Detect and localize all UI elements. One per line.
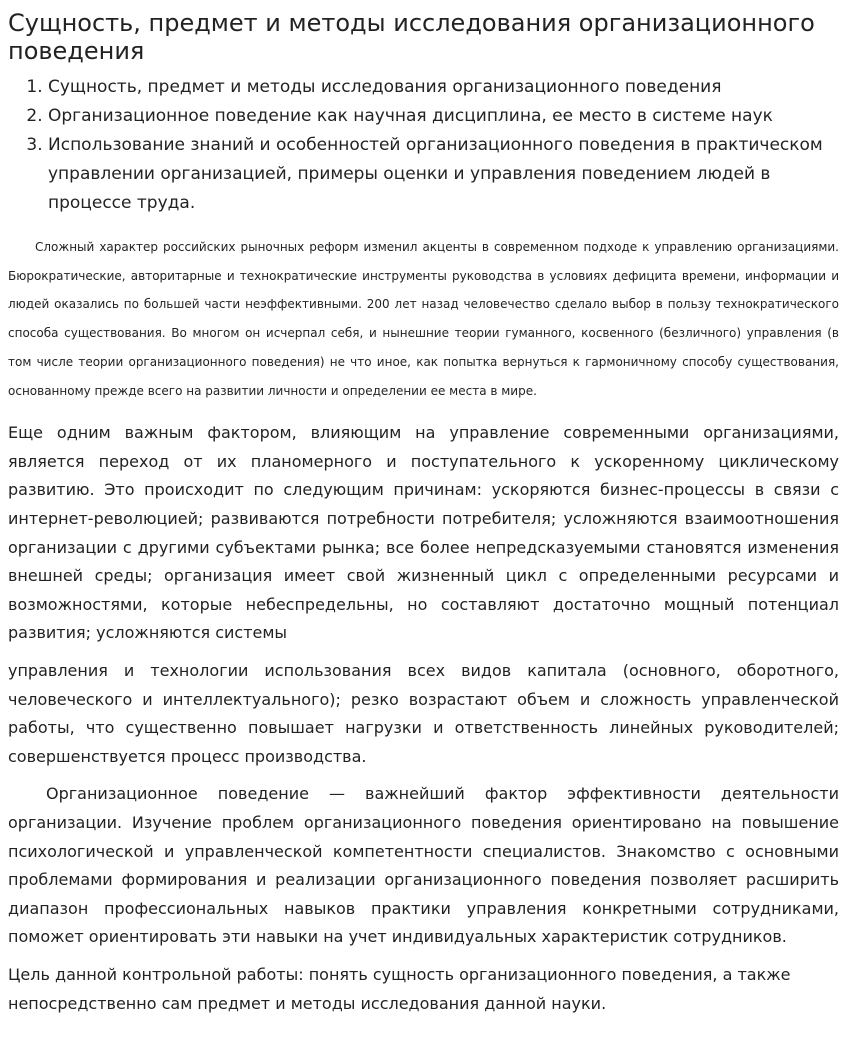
- body-paragraph: управления и технологии использования всех видов капитала (основного, оборотного, человеческого и интеллектуального); резко возрастают объем и сложность управленческой работы, что существенно повышает нагрузки и ответственность линейных руководителей; совершенствуется процесс производства.: [8, 660, 839, 766]
- outline-item: 3. Использование знаний и особенностей организационного поведения в практическом управлении организацией, примеры оценки и управления поведением людей в процессе труда.: [48, 131, 839, 218]
- outline-list: [8, 73, 839, 218]
- intro-paragraph: Сложный характер российских рыночных реформ изменил акценты в современном подходе к управлению организациями. Бюрократические, авторитарные и технократические инструменты руководства в условиях дефицита времени, информации и людей оказались по большей части неэффективными. 200 лет назад человечество сделало выбор в пользу технократического способа существования. Во многом он исчерпал себя, и нынешние теории гуманного, косвенного (безличного) управления (в том числе теории организационного поведения) не что иное, как попытка вернуться к гармоничному способу существования, основанному прежде всего на развитии личности и определении ее места в мире.: [8, 240, 839, 398]
- goal-paragraph: Цель данной контрольной работы: понять сущность организационного поведения, а также непосредственно сам предмет и методы исследования данной науки.: [8, 964, 791, 1013]
- outline-item: 1. Сущность, предмет и методы исследования организационного поведения: [48, 73, 839, 102]
- outline-item: 2. Организационное поведение как научная дисциплина, ее место в системе наук: [48, 102, 839, 131]
- page-title: Сущность, предмет и методы исследования организационного поведения: [8, 9, 815, 65]
- body-paragraph: Еще одним важным фактором, влияющим на управление современными организациями, является переход от их планомерного и поступательного к ускоренному циклическому развитию. Это происходит по следующим причинам: ускоряются бизнес-процессы в связи с интернет-революцией; развиваются потребности потребителя; усложняются взаимоотношения организации с другими субъектами рынка; все более непредсказуемыми становятся изменения внешней среды; организация имеет свой жизненный цикл с определенными ресурсами и возможностями, которые небеспредельны, но составляют достаточно мощный потенциал развития; усложняются системы: [8, 423, 839, 643]
- body-paragraph: Организационное поведение — важнейший фактор эффективности деятельности организации. Изучение проблем организационного поведения ориентировано на повышение психологической и управленческой компетентности специалистов. Знакомство с основными проблемами формирования и реализации организационного поведения позволяет расширить диапазон профессиональных навыков практики управления конкретными сотрудниками, поможет ориентировать эти навыки на учет индивидуальных характеристик сотрудников.: [8, 784, 839, 947]
